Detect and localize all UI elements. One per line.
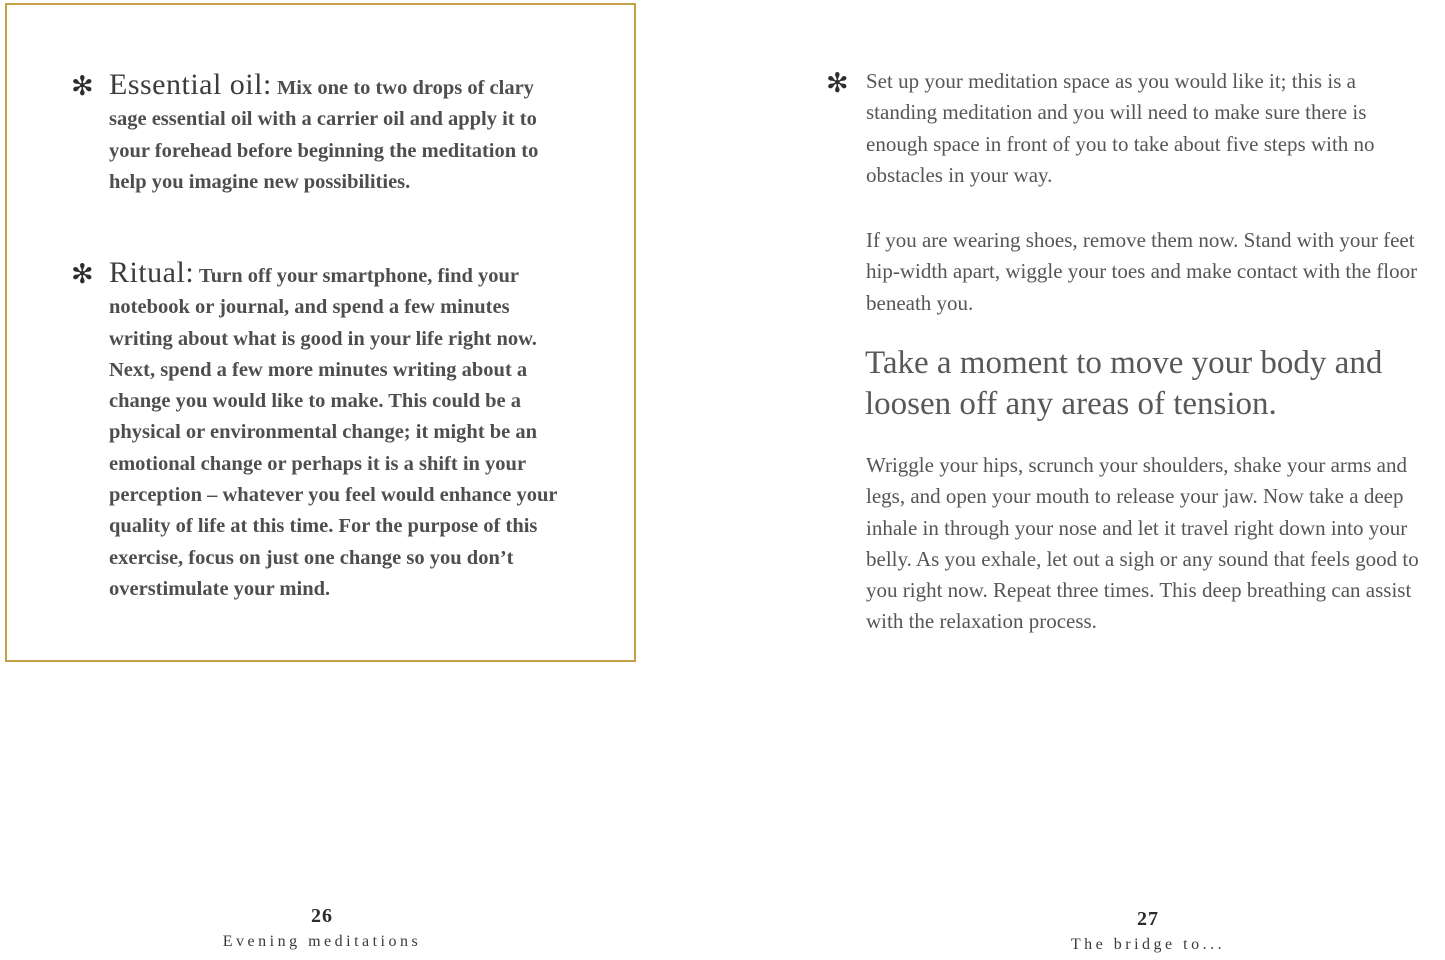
essential-oil-text: [109, 69, 561, 198]
teardrop-asterisk-icon: ✻: [826, 68, 849, 99]
wriggle-hips-paragraph: Wriggle your hips, scrunch your shoulders, shake your arms and legs, and open your mouth to release your jaw. Now take a deep inhale in through your nose and let it travel right down into your belly. As you exhale, let out a sigh or any sound that feels good to you right now. Repeat three times. This deep breathing can assist with the relaxation process.: [866, 453, 1419, 634]
right-page-footer: [938, 908, 1358, 954]
move-body-subheading: Take a moment to move your body and loosen off any areas of tension.: [865, 345, 1383, 422]
essential-oil-heading: Essential oil:: [109, 68, 272, 101]
teardrop-asterisk-icon: ✻: [71, 259, 94, 290]
ritual-body: Turn off your smartphone, find your notebook or journal, and spend a few minutes writing about what is good in your life right now. Next, spend a few more minutes writing about a change you would like to make. This could be a physical or environmental change; it might be an emotional change or perhaps it is a shift in your perception – whatever you feel would enhance your quality of life at this time. For the purpose of this exercise, focus on just one change so you don’t overstimulate your mind.: [109, 265, 558, 600]
ritual-text: [109, 257, 561, 605]
teardrop-asterisk-icon: ✻: [71, 71, 94, 102]
right-page-caption: The bridge to...: [1070, 936, 1226, 953]
remove-shoes-paragraph: If you are wearing shoes, remove them now. Stand with your feet hip-width apart, wiggle your toes and make contact with the floor beneath you.: [866, 228, 1418, 315]
left-page-footer: [112, 905, 532, 951]
right-page-number: 27: [1137, 908, 1159, 930]
essential-oil-body: Mix one to two drops of clary sage essential oil with a carrier oil and apply it to your forehead before beginning the meditation to help you imagine new possibilities.: [109, 77, 539, 193]
ritual-heading: Ritual:: [109, 256, 195, 289]
left-page-number: 26: [311, 905, 333, 927]
setup-space-entry: [826, 66, 1426, 191]
essential-oil-entry: [71, 69, 561, 198]
left-page-border-box: [5, 3, 636, 662]
ritual-entry: [71, 257, 561, 605]
left-page-caption: Evening meditations: [222, 933, 422, 950]
setup-space-body: Set up your meditation space as you would like it; this is a standing meditation and you will need to make sure there is enough space in front of you to take about five steps with no obstacles in your way.: [866, 69, 1375, 187]
